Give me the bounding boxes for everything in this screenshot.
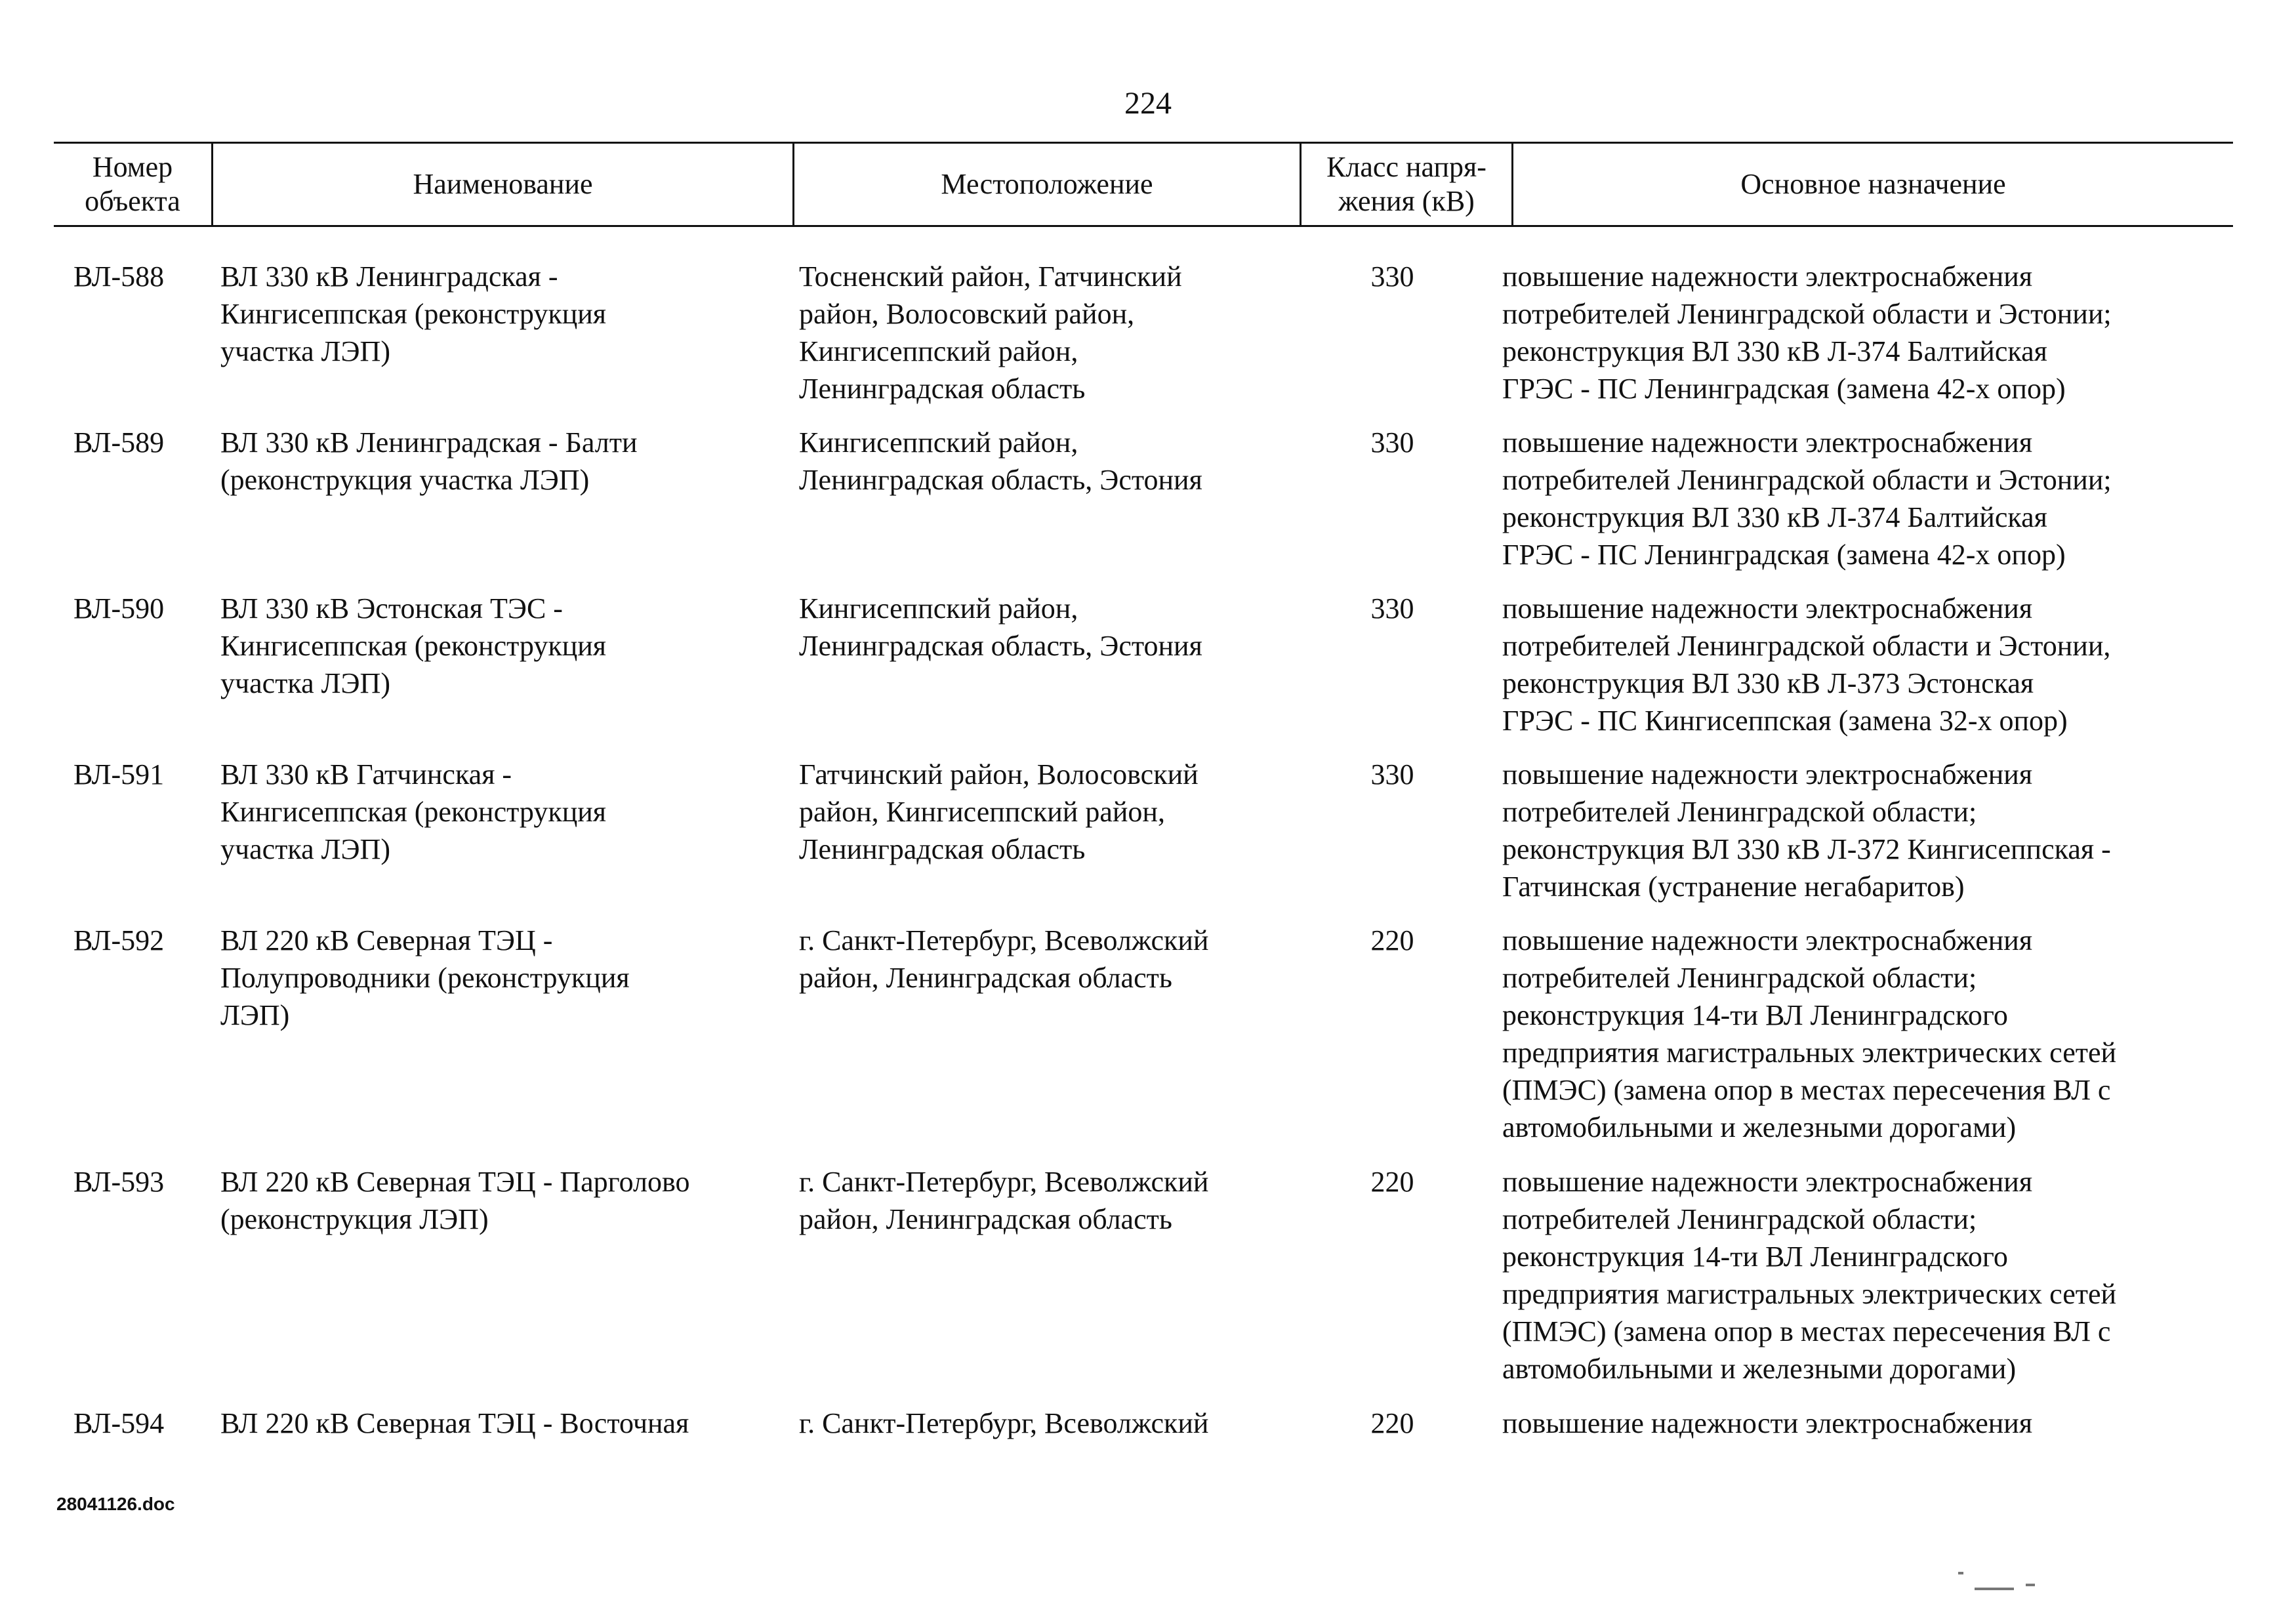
- table-row: [54, 258, 2233, 424]
- object-location: Тосненский район, Гатчинский район, Волосовский район, Кингисеппский район, Ленинградская область: [799, 260, 1182, 405]
- header-location: Местоположение: [792, 144, 1300, 225]
- scan-artifact: [1975, 1588, 2014, 1590]
- table-row: [54, 1405, 2233, 1450]
- header-object-number: Номер объекта: [85, 151, 180, 217]
- object-number: ВЛ-593: [73, 1166, 165, 1198]
- purpose: повышение надежности электроснабжения: [1502, 1407, 2033, 1439]
- page-number: 224: [1124, 86, 1172, 121]
- table-row: [54, 1163, 2233, 1405]
- voltage-class: 330: [1370, 426, 1414, 459]
- purpose: повышение надежности электроснабжения потребителей Ленинградской области; реконструкция 14-ти ВЛ Ленинградского предприятия магистральных электрических сетей (ПМЭС) (замена опор в местах пересечения ВЛ с автомобильными и железными дорогами): [1502, 1166, 2117, 1385]
- header-name: Наименование: [211, 144, 792, 225]
- header-voltage-class: Класс напря- жения (кВ): [1300, 144, 1511, 225]
- object-name: ВЛ 330 кВ Ленинградская - Кингисеппская (реконструкция участка ЛЭП): [220, 260, 607, 367]
- object-number: ВЛ-594: [73, 1407, 165, 1439]
- object-number: ВЛ-592: [73, 924, 165, 956]
- scan-artifact: [1958, 1572, 1963, 1574]
- scan-artifact: [2026, 1584, 2035, 1586]
- object-name: ВЛ 330 кВ Гатчинская - Кингисеппская (реконструкция участка ЛЭП): [220, 758, 607, 865]
- voltage-class: 330: [1370, 758, 1414, 791]
- object-location: Гатчинский район, Волосовский район, Кингисеппский район, Ленинградская область: [799, 758, 1199, 865]
- object-number: ВЛ-589: [73, 426, 165, 459]
- voltage-class: 220: [1370, 1407, 1414, 1439]
- table-row: [54, 922, 2233, 1163]
- object-location: Кингисеппский район, Ленинградская область, Эстония: [799, 592, 1202, 662]
- object-name: ВЛ 220 кВ Северная ТЭЦ - Полупроводники (реконструкция ЛЭП): [220, 924, 630, 1031]
- object-location: г. Санкт-Петербург, Всеволжский район, Ленинградская область: [799, 924, 1209, 994]
- document-code: 28041126.doc: [56, 1494, 175, 1514]
- purpose: повышение надежности электроснабжения потребителей Ленинградской области; реконструкция 14-ти ВЛ Ленинградского предприятия магистральных электрических сетей (ПМЭС) (замена опор в местах пересечения ВЛ с автомобильными и железными дорогами): [1502, 924, 2117, 1143]
- object-name: ВЛ 330 кВ Эстонская ТЭС - Кингисеппская (реконструкция участка ЛЭП): [220, 592, 607, 699]
- voltage-class: 330: [1370, 260, 1414, 293]
- table-header: [54, 142, 2233, 227]
- table-row: [54, 756, 2233, 922]
- object-location: г. Санкт-Петербург, Всеволжский район, Ленинградская область: [799, 1166, 1209, 1235]
- object-number: ВЛ-588: [73, 260, 165, 293]
- purpose: повышение надежности электроснабжения потребителей Ленинградской области и Эстонии, реконструкция ВЛ 330 кВ Л-373 Эстонская ГРЭС - ПС Кингисеппская (замена 32-х опор): [1502, 592, 2111, 737]
- object-name: ВЛ 220 кВ Северная ТЭЦ - Парголово (реконструкция ЛЭП): [220, 1166, 690, 1235]
- table-body: [54, 258, 2233, 1450]
- object-name: ВЛ 330 кВ Ленинградская - Балти (реконструкция участка ЛЭП): [220, 426, 638, 496]
- object-name: ВЛ 220 кВ Северная ТЭЦ - Восточная: [220, 1407, 689, 1439]
- purpose: повышение надежности электроснабжения потребителей Ленинградской области и Эстонии; реконструкция ВЛ 330 кВ Л-374 Балтийская ГРЭС - ПС Ленинградская (замена 42-х опор): [1502, 426, 2112, 571]
- object-number: ВЛ-590: [73, 592, 165, 625]
- table-row: [54, 424, 2233, 590]
- object-location: Кингисеппский район, Ленинградская область, Эстония: [799, 426, 1202, 496]
- purpose: повышение надежности электроснабжения потребителей Ленинградской области и Эстонии; реконструкция ВЛ 330 кВ Л-374 Балтийская ГРЭС - ПС Ленинградская (замена 42-х опор): [1502, 260, 2112, 405]
- object-location: г. Санкт-Петербург, Всеволжский: [799, 1407, 1209, 1439]
- voltage-class: 220: [1370, 1166, 1414, 1198]
- header-purpose: Основное назначение: [1511, 144, 2233, 225]
- object-number: ВЛ-591: [73, 758, 165, 791]
- purpose: повышение надежности электроснабжения потребителей Ленинградской области; реконструкция ВЛ 330 кВ Л-372 Кингисеппская - Гатчинская (устранение негабаритов): [1502, 758, 2111, 903]
- voltage-class: 330: [1370, 592, 1414, 625]
- voltage-class: 220: [1370, 924, 1414, 956]
- table-row: [54, 590, 2233, 756]
